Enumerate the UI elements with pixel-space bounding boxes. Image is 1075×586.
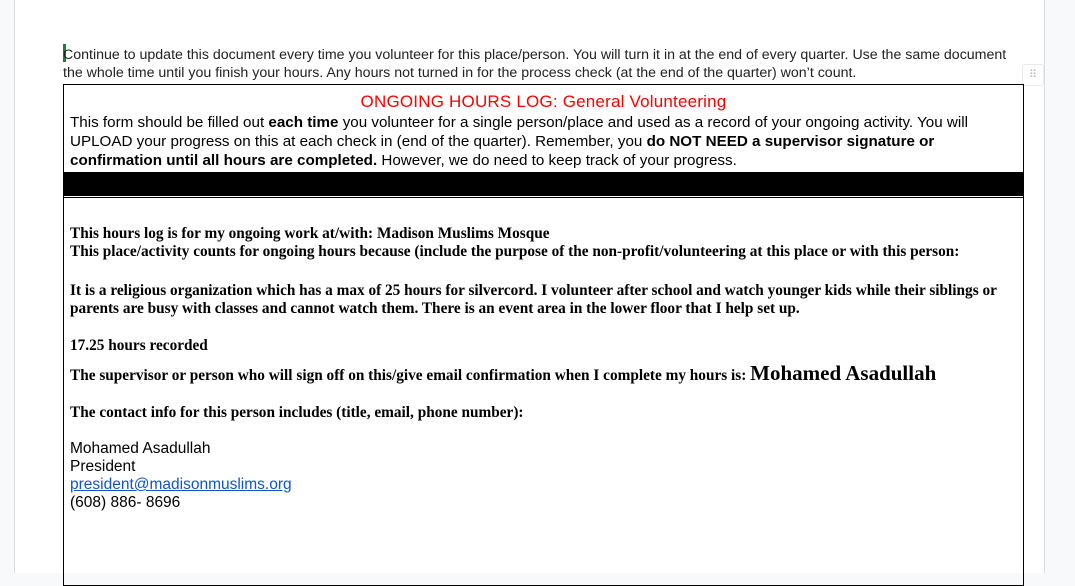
- hours-recorded: 17.25 hours recorded: [70, 337, 208, 354]
- desc-bold: do NOT NEED a supervisor signature or confirmation until all hours are completed.: [70, 133, 935, 169]
- hours-log-table: [63, 84, 1024, 586]
- contact-email-link[interactable]: president@madisonmuslims.org: [70, 476, 292, 493]
- intro-paragraph[interactable]: Continue to update this document every time you volunteer for this place/person. You will turn it in at the end of every quarter. Use the same document the whole time until you finish your hours. Any hours not turned in for the process check (at the end of the quarter) won’t count.: [63, 47, 1007, 81]
- desc-text: you volunteer for a single person/place and used as a record of your ongoing activity. You will UPLOAD your progress on this at each check in (end of the quarter). Remember, you: [70, 114, 969, 150]
- contact-name: Mohamed Asadullah: [70, 440, 211, 457]
- drag-handle-icon[interactable]: ⠿: [1022, 64, 1044, 86]
- log-description: [64, 113, 1023, 170]
- table-divider: [64, 197, 1023, 198]
- black-divider-band: [64, 172, 1023, 196]
- contact-info: [70, 440, 1015, 512]
- contact-phone: (608) 886- 8696: [70, 494, 181, 511]
- supervisor-line: [70, 360, 1015, 389]
- desc-text: This form should be filled out: [70, 114, 269, 131]
- place-line: This hours log is for my ongoing work at/with: Madison Muslims Mosque: [70, 225, 550, 242]
- contact-label: The contact info for this person includes (title, email, phone number):: [70, 404, 524, 421]
- log-body[interactable]: [70, 225, 1015, 512]
- log-title: ONGOING HOURS LOG: General Volunteering: [360, 92, 727, 111]
- supervisor-label: The supervisor or person who will sign off on this/give email confirmation when I complete my hours is:: [70, 367, 751, 384]
- reason-label: This place/activity counts for ongoing hours because (include the purpose of the non-profit/volunteering at this place or with this person:: [70, 243, 960, 260]
- desc-bold: each time: [268, 114, 339, 131]
- contact-title: President: [70, 458, 136, 475]
- reason-text: It is a religious organization which has a max of 25 hours for silvercord. I volunteer after school and watch younger kids while their siblings or parents are busy with classes and cannot watch them. There is an event area in the lower floor that I help set up.: [70, 282, 997, 317]
- supervisor-name: Mohamed Asadullah: [750, 361, 937, 385]
- desc-text: However, we do need to keep track of your progress.: [377, 152, 737, 169]
